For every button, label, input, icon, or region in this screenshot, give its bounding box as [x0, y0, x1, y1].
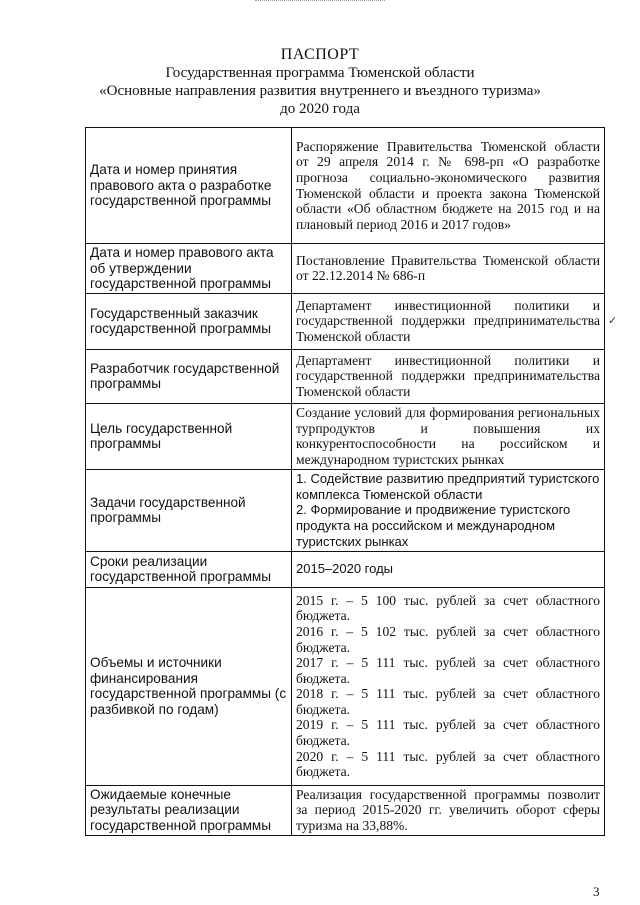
row-label: Ожидаемые конечные результаты реализации государственной программы	[86, 785, 292, 835]
page-number: 3	[593, 884, 600, 899]
program-subtitle-line: «Основные направления развития внутреннего и въездного туризма»	[99, 83, 541, 99]
row-value	[292, 469, 605, 551]
row-value: Департамент инвестиционной политики и государственной поддержки предпринимательства Тюменской области	[292, 349, 605, 403]
table-row	[86, 587, 605, 785]
table-row	[86, 469, 605, 551]
row-value: 2015–2020 годы	[292, 551, 605, 587]
row-label: Цель государственной программы	[86, 403, 292, 469]
task-item: 1. Содействие развитию предприятий туристского комплекса Тюменской области	[296, 471, 600, 502]
program-name-line: Государственная программа Тюменской области	[165, 65, 475, 81]
funding-list	[292, 587, 605, 785]
table-row	[86, 293, 605, 349]
funding-item: 2019 г. – 5 111 тыс. рублей за счет областного бюджета.	[296, 717, 600, 749]
table-row	[86, 128, 605, 244]
funding-item: 2016 г. – 5 102 тыс. рублей за счет областного бюджета.	[296, 623, 600, 655]
document-title: ПАСПОРТ	[280, 46, 360, 63]
row-label: Сроки реализации государственной программы	[86, 551, 292, 587]
table-row	[86, 244, 605, 294]
row-label: Объемы и источники финансирования государственной программы (с разбивкой по годам)	[86, 587, 292, 785]
task-item: 2. Формирование и продвижение туристского продукта на российском и международном туристских рынках	[296, 502, 571, 549]
funding-item: 2020 г. – 5 111 тыс. рублей за счет областного бюджета.	[296, 748, 600, 780]
row-label: Дата и номер правового акта об утверждении государственной программы	[86, 244, 292, 294]
document-header	[0, 46, 640, 118]
row-value: Реализация государственной программы позволит за период 2015-2020 гг. увеличить оборот сферы туризма на 33,88%.	[292, 785, 605, 835]
row-label: Государственный заказчик государственной программы	[86, 293, 292, 349]
table-row	[86, 551, 605, 587]
funding-item: 2015 г. – 5 100 тыс. рублей за счет областного бюджета.	[296, 592, 600, 624]
row-value: Постановление Правительства Тюменской области от 22.12.2014 № 686-п	[292, 244, 605, 294]
row-value: Создание условий для формирования региональных турпродуктов и повышения их конкурентоспособности на российском и международном туристских рынках	[292, 403, 605, 469]
table-row	[86, 785, 605, 835]
passport-table	[85, 127, 605, 836]
row-label: Дата и номер принятия правового акта о разработке государственной программы	[86, 128, 292, 244]
row-value: Распоряжение Правительства Тюменской области от 29 апреля 2014 г. № 698-рп «О разработке прогноза социально-экономического развития Тюменской области и проекта закона Тюменской области «Об областном бюджете на 2015 год и на плановый период 2016 и 2017 годов»	[292, 128, 605, 244]
row-value: Департамент инвестиционной политики и государственной поддержки предпринимательства Тюменской области	[292, 293, 605, 349]
funding-item: 2018 г. – 5 111 тыс. рублей за счет областного бюджета.	[296, 686, 600, 717]
funding-item: 2017 г. – 5 111 тыс. рублей за счет областного бюджета.	[296, 655, 600, 686]
scan-top-mark	[255, 0, 385, 2]
table-row	[86, 403, 605, 469]
table-row	[86, 349, 605, 403]
program-term-line: до 2020 года	[280, 101, 360, 117]
margin-check-mark: ✓	[608, 314, 618, 327]
row-label: Задачи государственной программы	[86, 469, 292, 551]
row-label: Разработчик государственной программы	[86, 349, 292, 403]
